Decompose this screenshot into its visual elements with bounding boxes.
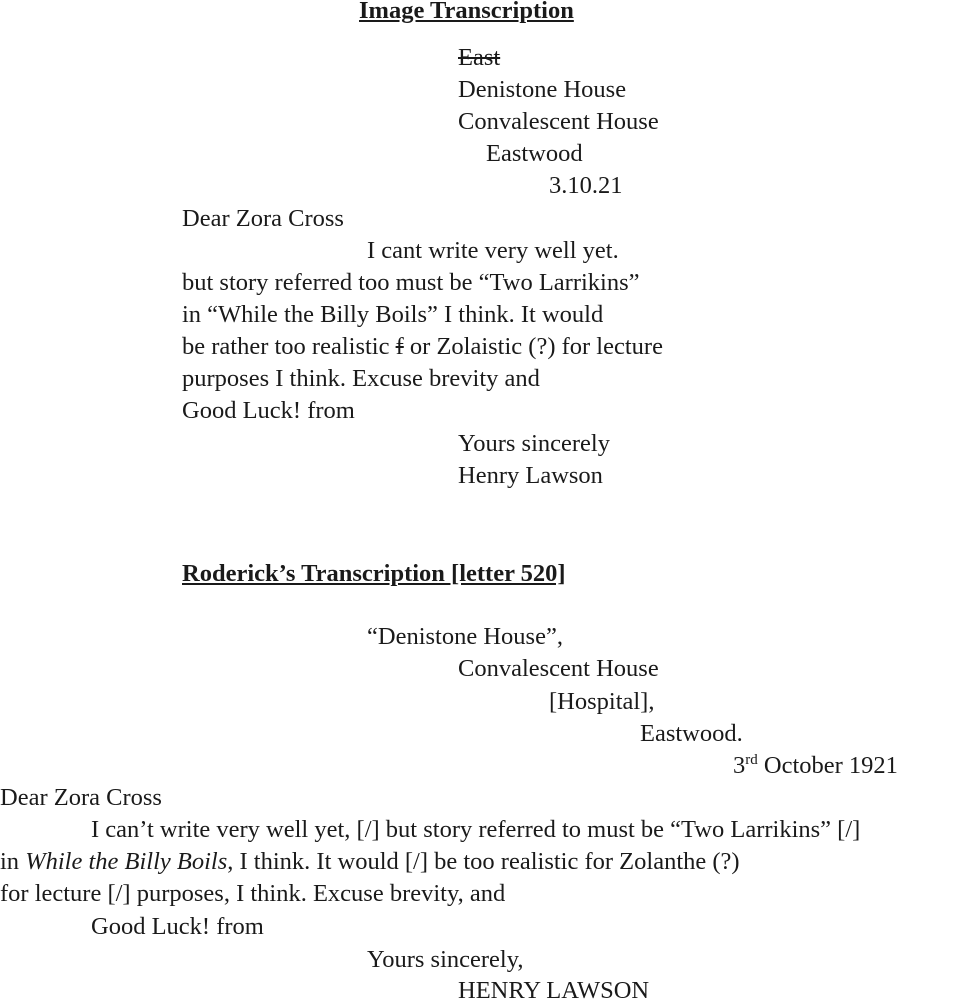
- body-line-1: I cant write very well yet.: [367, 237, 619, 264]
- address-line-3: Eastwood: [486, 140, 583, 167]
- struck-letter: f: [395, 333, 404, 360]
- roderick-address-line-4: Eastwood.: [640, 720, 743, 747]
- roderick-address-line-1: “Denistone House”,: [367, 623, 563, 650]
- body-line-2-end: , I think. It would [/] be too realistic for Zolanthe (?): [227, 848, 740, 875]
- body-line-2-start: in: [0, 848, 26, 875]
- letter-date: 3.10.21: [549, 172, 623, 199]
- book-title: While the Billy Boils: [25, 848, 228, 875]
- body-line-5: purposes I think. Excuse brevity and: [182, 365, 540, 392]
- roderick-letter-date: [733, 750, 898, 782]
- roderick-signature: HENRY LAWSON: [458, 977, 650, 1004]
- address-line-1: Denistone House: [458, 76, 627, 103]
- roderick-body-line-2: [0, 846, 740, 878]
- roderick-salutation: Dear Zora Cross: [0, 784, 162, 811]
- roderick-body-line-1: I can’t write very well yet, [/] but story referred to must be “Two Larrikins” [/]: [91, 816, 861, 843]
- closing: Yours sincerely: [458, 430, 610, 457]
- roderick-closing: Yours sincerely,: [367, 946, 524, 973]
- body-line-3: in “While the Billy Boils” I think. It would: [182, 301, 604, 328]
- salutation: Dear Zora Cross: [182, 205, 344, 232]
- body-line-2: but story referred too must be “Two Larrikins”: [182, 269, 640, 296]
- date-ordinal-suffix: rd: [745, 751, 758, 768]
- body-line-4-end: or Zolaistic (?) for lecture: [403, 333, 663, 360]
- body-line-4-start: be rather too realistic: [182, 333, 396, 360]
- roderick-transcription-heading: Roderick’s Transcription [letter 520]: [182, 560, 566, 587]
- date-month-year: October 1921: [757, 752, 898, 779]
- date-day: 3: [733, 752, 746, 779]
- signature: Henry Lawson: [458, 462, 603, 489]
- struck-address-word: East: [458, 44, 501, 71]
- roderick-body-line-3: for lecture [/] purposes, I think. Excuse brevity, and: [0, 880, 506, 907]
- body-line-6: Good Luck! from: [182, 397, 355, 424]
- body-line-4: [182, 331, 663, 363]
- address-line-2: Convalescent House: [458, 108, 659, 135]
- roderick-body-line-4: Good Luck! from: [91, 913, 264, 940]
- image-transcription-heading: Image Transcription: [359, 0, 574, 24]
- roderick-address-line-2: Convalescent House: [458, 655, 659, 682]
- roderick-address-line-3: [Hospital],: [549, 688, 655, 715]
